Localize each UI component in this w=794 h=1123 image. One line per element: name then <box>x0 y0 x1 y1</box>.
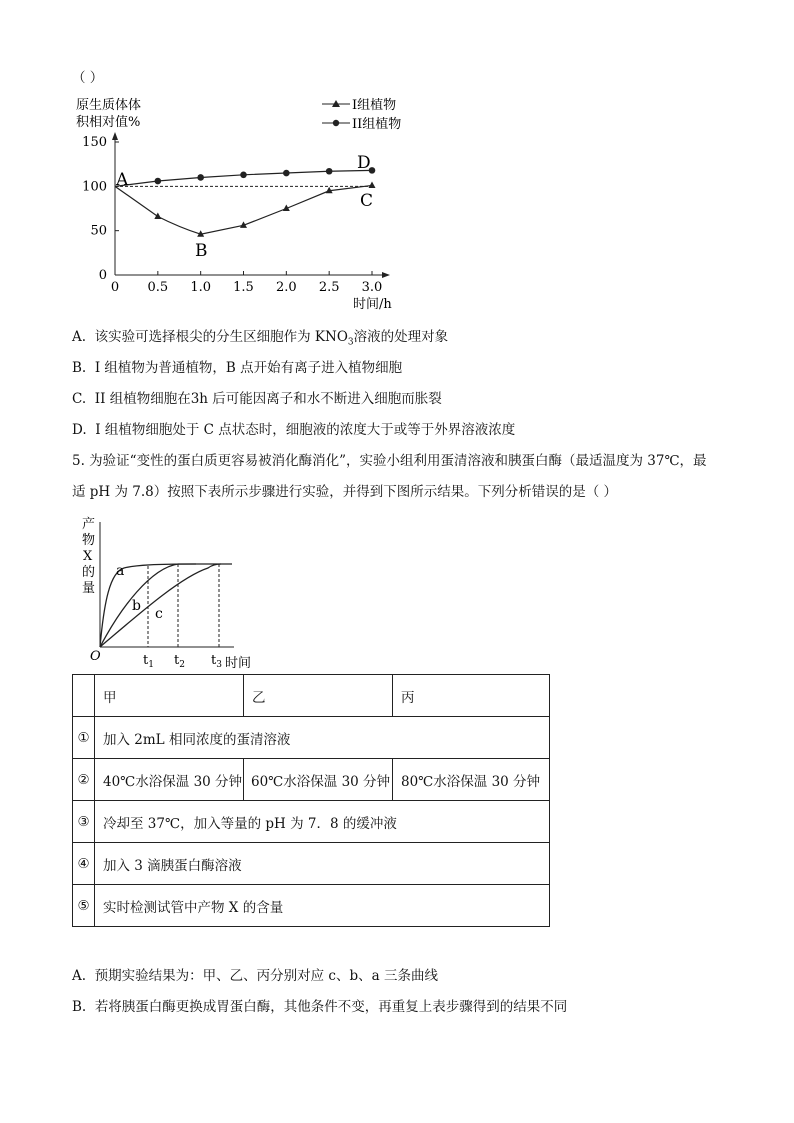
table-row <box>73 801 550 843</box>
table-row <box>73 717 550 759</box>
q5-ylabel-3: 的 <box>82 565 96 580</box>
table-header-row <box>73 675 550 717</box>
q4-triangle-point <box>154 212 161 219</box>
step-cell-bing: 80℃水浴保温 30 分钟 <box>393 759 550 801</box>
q4-circle-point <box>326 168 333 175</box>
step-number: ③ <box>73 801 95 843</box>
step-number: ② <box>73 759 95 801</box>
q5-stem-line-1: 5. 为验证“变性的蛋白质更容易被消化酶消化”，实验小组利用蛋清溶液和胰蛋白酶（最适温度为 37℃，最 <box>72 453 707 469</box>
q4-y-tick-label: 0 <box>98 268 107 283</box>
q5-origin: O <box>90 649 101 664</box>
q4-ylabel-1: 原生质体体 <box>76 98 142 113</box>
legend-series-2: II组植物 <box>352 117 402 132</box>
legend-series-1: I组植物 <box>352 98 397 113</box>
q4-y-tick-label: 50 <box>90 223 107 239</box>
q5-xlabel: 时间 <box>225 656 252 671</box>
q5-option-b: B. 若将胰蛋白酶更换成胃蛋白酶，其他条件不变，再重复上表步骤得到的结果不同 <box>72 999 568 1015</box>
q5-stem-line-2: 适 pH 为 7.8）按照下表所示步骤进行实验，并得到下图所示结果。下列分析错误的是（ ） <box>72 484 618 500</box>
q4-triangle-point <box>369 181 376 188</box>
q4-option-a: A. 该实验可选择根尖的分生区细胞作为 $KNO_3$溶液的处理对象 <box>72 329 449 348</box>
q4-point-D: D <box>357 153 371 173</box>
q4-circle-point <box>240 172 247 179</box>
q4-option-b: B. I 组植物为普通植物，B 点开始有离子进入植物细胞 <box>72 360 403 376</box>
step-number: ⑤ <box>73 885 95 927</box>
q4-x-tick-label: 2.0 <box>275 280 297 295</box>
q5-t3-label: $t_3$ <box>211 653 222 670</box>
q5-t1-label: $t_1$ <box>143 653 154 670</box>
q4-point-A: A <box>116 170 129 190</box>
q5-label-a: a <box>116 563 125 579</box>
q4-y-arrow <box>112 132 118 140</box>
step-text: 加入 3 滴胰蛋白酶溶液 <box>95 843 550 885</box>
q5-option-a: A. 预期实验结果为：甲、乙、丙分别对应 c、b、a 三条曲线 <box>72 968 438 984</box>
q5-ylabel-2: X <box>83 549 93 564</box>
q5-label-b: b <box>132 598 141 614</box>
table-header-jia: 甲 <box>95 675 244 717</box>
table-header-bing: 丙 <box>393 675 550 717</box>
q5-ylabel-1: 物 <box>82 533 96 548</box>
q4-answer-bracket: （ ） <box>72 70 104 86</box>
step-text: 实时检测试管中产物 X 的含量 <box>95 885 550 927</box>
q4-x-arrow <box>382 272 390 278</box>
step-number: ① <box>73 717 95 759</box>
legend-circle-marker <box>333 120 339 126</box>
q4-x-tick-label: 3.0 <box>361 280 383 295</box>
q4-option-c: C. II 组植物细胞在3h 后可能因离子和水不断进入细胞而胀裂 <box>72 391 442 407</box>
q4-xlabel: 时间/h <box>353 297 392 312</box>
q5-steps-table <box>72 674 550 927</box>
q4-point-B: B <box>195 241 208 261</box>
step-number: ④ <box>73 843 95 885</box>
q5-ylabel-0: 产 <box>82 517 96 532</box>
q4-option-d: D. I 组植物细胞处于 C 点状态时，细胞液的浓度大于或等于外界溶液浓度 <box>72 422 516 438</box>
step-text: 冷却至 37℃，加入等量的 pH 为 7．8 的缓冲液 <box>95 801 550 843</box>
table-row <box>73 885 550 927</box>
q4-circle-point <box>197 174 204 181</box>
q4-point-C: C <box>360 191 374 211</box>
q4-x-tick-label: 1.0 <box>190 280 212 295</box>
q4-y-tick-label: 150 <box>82 135 107 150</box>
q4-circle-point <box>155 178 162 185</box>
table-header-yi: 乙 <box>244 675 393 717</box>
table-row <box>73 843 550 885</box>
q4-x-tick-label: 1.5 <box>233 280 254 295</box>
q4-circle-point <box>283 170 290 177</box>
step-cell-yi: 60℃水浴保温 30 分钟 <box>244 759 393 801</box>
q5-t2-label: $t_2$ <box>174 653 185 670</box>
q4-ylabel-2: 积相对值% <box>76 115 141 130</box>
q5-chart <box>76 512 266 674</box>
q4-chart <box>60 92 440 317</box>
q4-x-tick-label: 0 <box>110 280 120 295</box>
table-corner <box>73 675 95 717</box>
q4-y-tick-label: 100 <box>82 179 107 195</box>
step-text: 加入 2mL 相同浓度的蛋清溶液 <box>95 717 550 759</box>
q4-x-tick-label: 0.5 <box>147 280 169 295</box>
table-row <box>73 759 550 801</box>
q5-label-c: c <box>155 606 163 622</box>
step-cell-jia: 40℃水浴保温 30 分钟 <box>95 759 244 801</box>
q4-x-tick-label: 2.5 <box>318 280 340 295</box>
q5-ylabel-4: 量 <box>82 581 96 596</box>
